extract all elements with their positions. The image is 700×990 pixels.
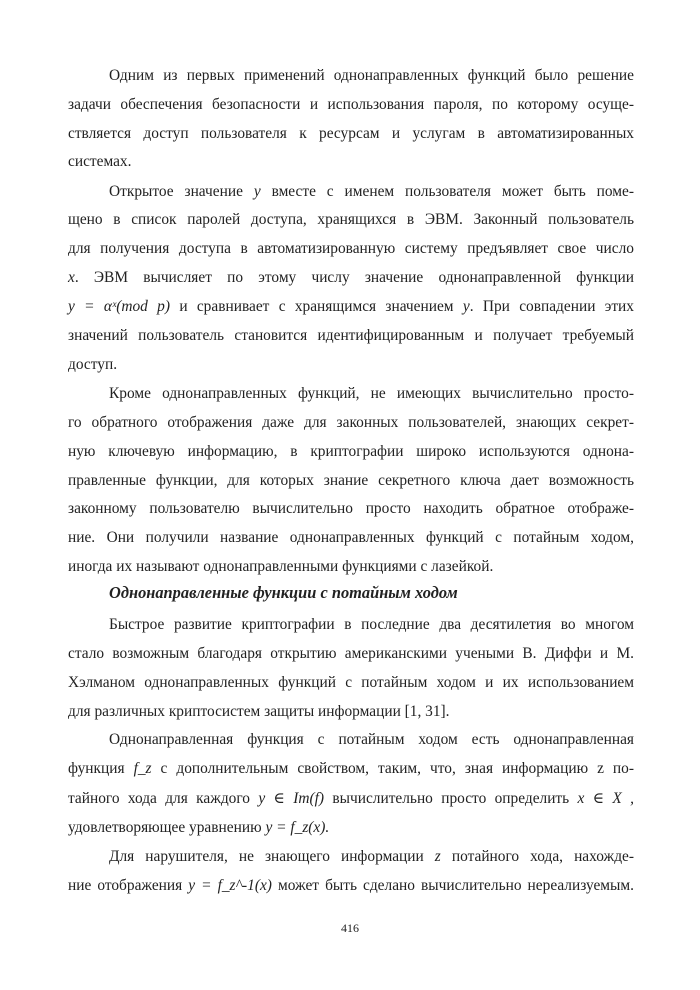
formula-fz: f_z (133, 760, 152, 777)
paragraph-line: y = αˣ(mod p) и сравнивает с хранящимся значением y. При совпадении этих (68, 298, 634, 315)
formula-equation: y = f_z(x). (265, 819, 330, 836)
formula-inverse: y = f_z^-1(x) (188, 877, 272, 894)
paragraph-line: Кроме однонаправленных функций, не имеющих вычислительно просто- (109, 385, 634, 402)
formula-power-mod: y = αˣ(mod p) (68, 298, 170, 315)
variable-x: x (68, 269, 75, 286)
paragraph-line: x. ЭВМ вычисляет по этому числу значение однонаправленной функции (68, 269, 634, 286)
paragraph-line: законному пользователю вычислительно просто находить обратное отображе- (68, 500, 634, 517)
paragraph-line: го обратного отображения даже для законных пользователей, знающих секрет- (68, 414, 634, 431)
paragraph-line: Одним из первых применений однонаправленных функций было решение (109, 67, 634, 84)
paragraph-line: Открытое значение y вместе с именем пользователя может быть поме- (109, 183, 634, 200)
variable-y: y (253, 183, 261, 200)
formula-y-in-image: y ∈ Im(f) (258, 790, 325, 807)
paragraph-line: Однонаправленная функция с потайным ходом есть однонаправленная (109, 731, 634, 748)
formula-x-in-set: x ∈ X , (577, 790, 634, 807)
paragraph-line: функция f_z с дополнительным свойством, таким, что, зная информацию z по- (68, 760, 634, 777)
paragraph-line: ствляется доступ пользователя к ресурсам и услугам в автоматизированных (68, 125, 634, 142)
paragraph-line: Для нарушителя, не знающего информации z потайного хода, нахожде- (109, 848, 634, 865)
paragraph-line: Хэлманом однонаправленных функций с потайным ходом и их использованием (68, 674, 634, 691)
paragraph-line: стало возможным благодаря открытию американскими учеными В. Диффи и М. (68, 645, 634, 662)
paragraph-line: ную ключевую информацию, в криптографии широко используются однона- (68, 443, 634, 460)
paragraph-line: задачи обеспечения безопасности и использования пароля, по которому осуще- (68, 96, 634, 113)
paragraph-line: для различных криптосистем защиты информации [1, 31]. (68, 703, 450, 720)
variable-z: z (434, 848, 441, 865)
paragraph-line: иногда их называют однонаправленными функциями с лазейкой. (68, 558, 494, 575)
paragraph-line: Быстрое развитие криптографии в последние два десятилетия во многом (109, 616, 634, 633)
section-heading: Однонаправленные функции с потайным ходом (109, 583, 458, 602)
paragraph-line: доступ. (68, 356, 118, 373)
paragraph-line: ние отображения y = f_z^-1(x) может быть сделано вычислительно нереализуемым. (68, 877, 634, 894)
paragraph-line: щено в список паролей доступа, хранящихся в ЭВМ. Законный пользователь (68, 211, 634, 228)
paragraph-line: для получения доступа в автоматизированную систему предъявляет свое число (68, 240, 634, 257)
paragraph-line: удовлетворяющее уравнению y = f_z(x). (68, 819, 330, 836)
page-number: 416 (341, 921, 359, 935)
paragraph-line: тайного хода для каждого y ∈ Im(f) вычислительно просто определить x ∈ X , (68, 790, 634, 807)
paragraph-line: правленные функции, для которых знание секретного ключа дает возможность (68, 472, 634, 489)
variable-y: y (462, 298, 470, 315)
paragraph-line: системах. (68, 153, 132, 170)
paragraph-line: ние. Они получили название однонаправленных функций с потайным ходом, (68, 529, 634, 546)
paragraph-line: значений пользователь становится идентифицированным и получает требуемый (68, 327, 634, 344)
